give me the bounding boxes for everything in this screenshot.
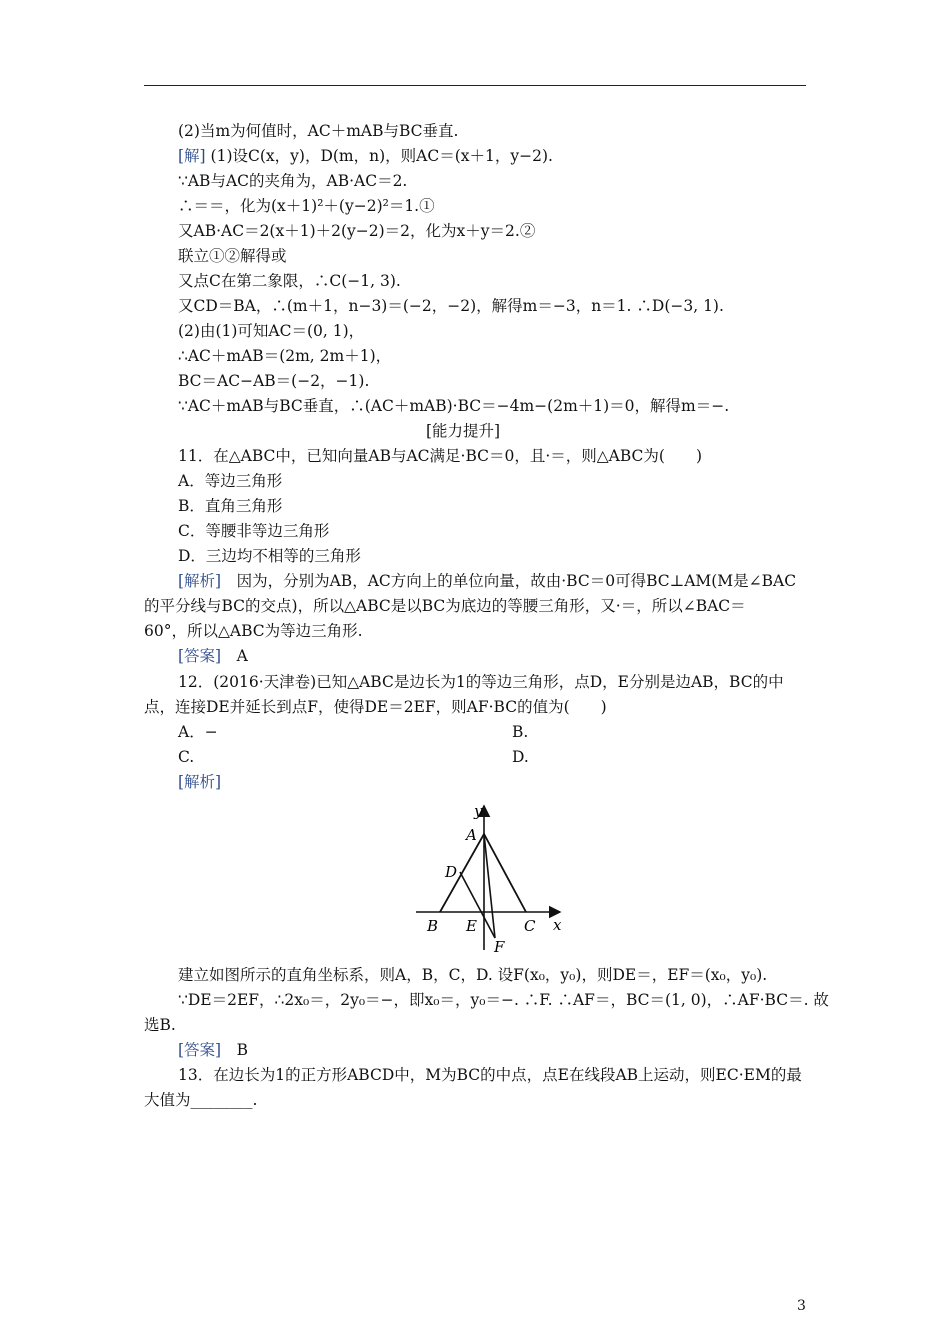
line-text: 13．在边长为1的正方形ABCD中，M为BC的中点，点E在线段AB上运动，则EC·EM的最	[178, 1066, 802, 1084]
section-tag: [解]	[178, 147, 206, 165]
text-line	[178, 722, 218, 742]
text-line	[178, 196, 435, 216]
text-line	[512, 747, 529, 767]
line-text: C.	[178, 748, 195, 766]
header-rule	[144, 85, 806, 86]
text-line	[178, 990, 829, 1010]
text-line	[178, 371, 369, 391]
text-line	[178, 965, 767, 985]
label-y: y	[474, 802, 483, 820]
line-text: ∵DE＝2EF，∴2x₀＝，2y₀＝−，即x₀＝，y₀＝−. ∴F. ∴AF＝，BC＝(1, 0)，∴AF·BC＝. 故	[178, 991, 829, 1009]
text-line	[178, 772, 221, 792]
section-tag: [答案]	[178, 647, 222, 665]
label-f: F	[494, 938, 505, 956]
text-line	[144, 1090, 257, 1110]
text-line	[426, 421, 500, 441]
line-text: 建立如图所示的直角坐标系，则A，B，C，D. 设F(x₀，y₀)，则DE＝，EF＝(x₀，y₀).	[178, 966, 768, 984]
line-text: D．三边均不相等的三角形	[178, 547, 361, 565]
line-text: 11．在△ABC中，已知向量AB与AC满足·BC＝0，且·＝，则△ABC为( )	[178, 447, 703, 465]
label-b: B	[427, 917, 439, 935]
text-line	[178, 1040, 248, 1060]
line-text: [能力提升]	[426, 422, 501, 440]
text-line	[178, 321, 364, 341]
text-line	[178, 296, 724, 316]
line-text: A．−	[178, 723, 218, 741]
line-text: D.	[512, 748, 529, 766]
line-text: 选B.	[144, 1016, 176, 1034]
text-line	[178, 646, 248, 666]
label-c: C	[524, 917, 536, 935]
line-text: (1)设C(x，y)，D(m，n)，则AC＝(x＋1，y−2).	[205, 147, 553, 165]
page-number: 3	[797, 1298, 806, 1314]
text-line	[178, 1065, 802, 1085]
text-line	[178, 271, 401, 291]
text-line	[178, 496, 282, 516]
text-line	[144, 697, 607, 717]
line-text: (2)当m为何值时，AC＋mAB与BC垂直.	[178, 122, 459, 140]
line-text: B.	[512, 723, 529, 741]
text-line	[144, 596, 746, 616]
line-text: ∵AC＋mAB与BC垂直，∴(AC＋mAB)·BC＝−4m−(2m＋1)＝0，解得m＝−.	[178, 397, 730, 415]
line-text: C．等腰非等边三角形	[178, 522, 330, 540]
line-text: 因为，分别为AB，AC方向上的单位向量，故由·BC＝0可得BC⊥AM(M是∠BAC	[221, 572, 797, 590]
text-line	[178, 571, 796, 591]
line-text: ∴＝＝，化为(x＋1)²＋(y−2)²＝1.①	[178, 197, 435, 215]
label-x: x	[553, 916, 562, 934]
line-text: 60°，所以△ABC为等边三角形.	[144, 622, 363, 640]
line-text: (2)由(1)可知AC＝(0, 1)，	[178, 322, 365, 340]
text-line	[178, 246, 287, 266]
line-text: 大值为________.	[144, 1091, 258, 1109]
text-line	[512, 722, 528, 742]
section-tag: [答案]	[178, 1041, 222, 1059]
line-text: 又点C在第二象限，∴C(−1, 3).	[178, 272, 401, 290]
line-text: A	[221, 647, 248, 665]
label-e: E	[466, 917, 477, 935]
line-text: B	[221, 1041, 248, 1059]
text-line	[178, 221, 535, 241]
section-tag: [解析]	[178, 773, 222, 791]
line-text: ∴AC＋mAB＝(2m, 2m＋1)，	[178, 347, 392, 365]
line-text: B．直角三角形	[178, 497, 283, 515]
text-line	[144, 621, 363, 641]
text-line	[178, 471, 282, 491]
line-text: 又AB·AC＝2(x＋1)＋2(y−2)＝2，化为x＋y＝2.②	[178, 222, 536, 240]
line-text: 12．(2016·天津卷)已知△ABC是边长为1的等边三角形，点D，E分别是边AB，BC的中	[178, 673, 784, 691]
text-line	[178, 446, 702, 466]
text-line	[178, 346, 391, 366]
line-text: ∵AB与AC的夹角为，AB·AC＝2.	[178, 172, 408, 190]
line-text: 联立①②解得或	[178, 247, 287, 265]
label-a: A	[466, 826, 477, 844]
line-text: A．等边三角形	[178, 472, 283, 490]
text-line	[178, 396, 729, 416]
line-text: 的平分线与BC的交点)，所以△ABC是以BC为底边的等腰三角形，又·＝，所以∠BAC＝	[144, 597, 746, 615]
text-line	[144, 1015, 176, 1035]
text-line	[178, 672, 784, 692]
coordinate-figure	[410, 800, 570, 960]
text-line	[178, 747, 194, 767]
label-d: D	[445, 863, 458, 881]
text-line	[178, 546, 361, 566]
text-line	[178, 521, 329, 541]
line-text: BC＝AC−AB＝(−2，−1).	[178, 372, 370, 390]
text-line	[178, 171, 407, 191]
line-text: 点，连接DE并延长到点F，使得DE＝2EF，则AF·BC的值为( )	[144, 698, 607, 716]
text-line	[178, 146, 553, 166]
text-line	[178, 121, 458, 141]
line-text: 又CD＝BA，∴(m＋1，n−3)＝(−2，−2)，解得m＝−3，n＝1. ∴D(−3, 1).	[178, 297, 724, 315]
section-tag: [解析]	[178, 572, 222, 590]
